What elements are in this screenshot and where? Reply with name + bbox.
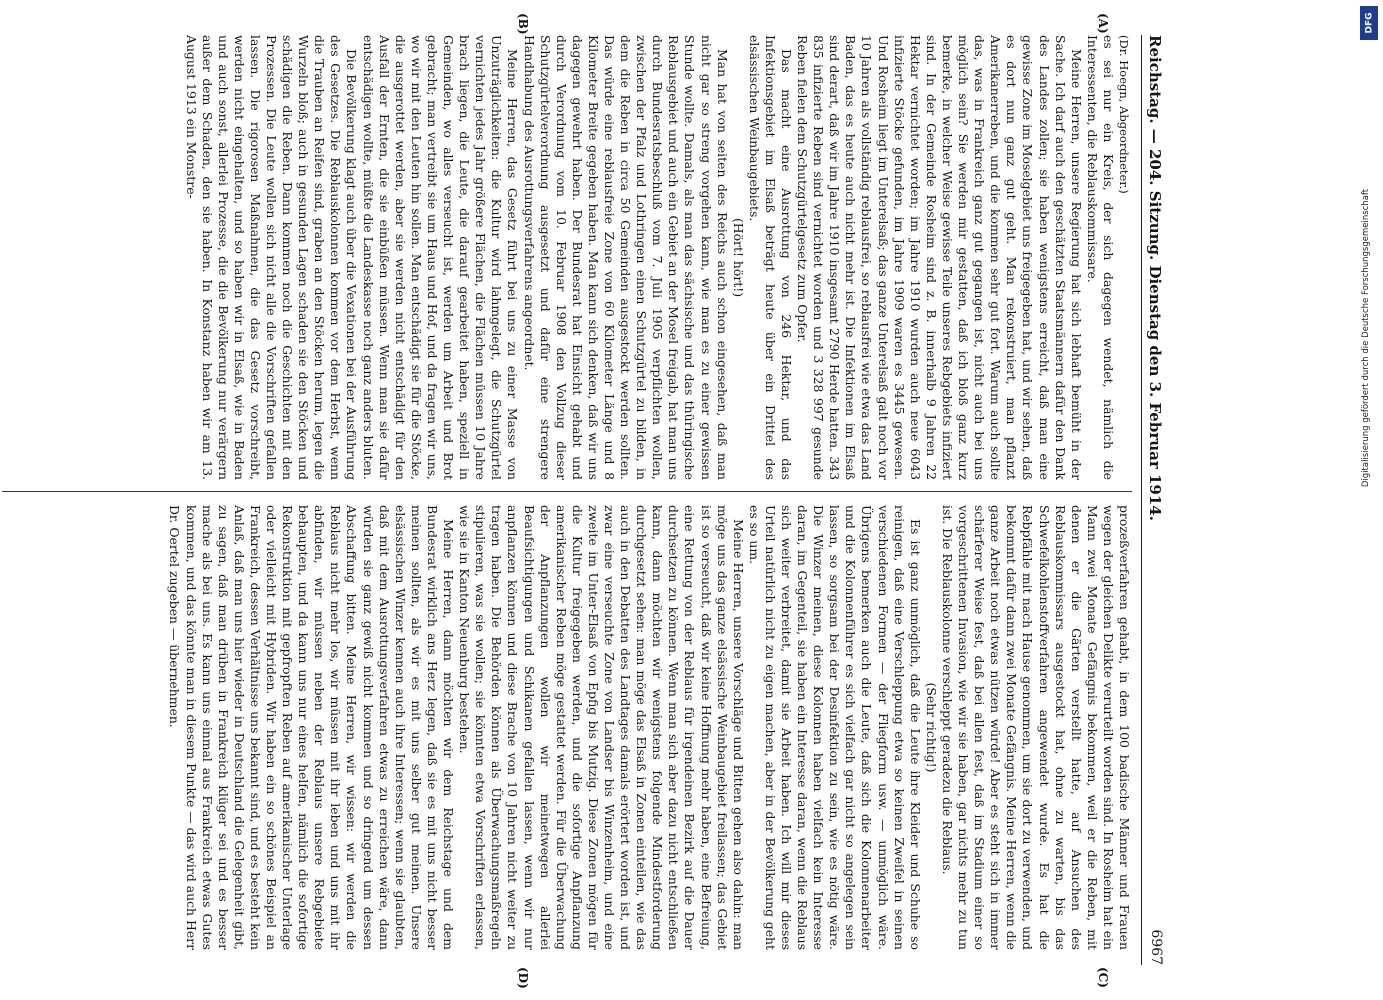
paragraph: Man hat von seiten des Reichs auch schon eingesehen, daß man nicht gar so streng vorgehen kann, wie man es zu einer gewissen Stunde wollte. Damals, als man das sächsische und das thüringische Reblausgebiet und auch ein Gebiet an der Mosel freigab, hat man uns durch Bundesratsbeschluß vom 7. Juli 1905 verpflichten wollen, zwischen der Pfalz und Lothringen einen Schutzgürtel zu bilden, in dem die Reben in circa 50 Gemeinden ausgestockt werden sollten. Das würde eine reblausfreie Zone von 60 Kilometer Länge und 8 Kilometer Breite gegeben haben. Man kann sich denken, daß wir uns dagegen gewehrt haben. Der Bundesrat hat Einsicht gehabt und durch Verordnung vom 10. Februar 1908 den Vollzug dieser Schutzgürtelverordnung ausgesetzt und dafür eine strengere Handhabung des Ausrottungsverfahrens angeordnet. bbox=[521, 35, 730, 480]
margin-marker-d: (D) bbox=[516, 967, 530, 989]
header-title: Reichstag. — 204. Sitzung. Dienstag den 3. Februar 1914. bbox=[1146, 35, 1164, 521]
dfg-credit-text: Digitalisierung gefördert durch die Deutsche Forschungsgemeinschaft bbox=[1361, 188, 1371, 488]
right-column bbox=[0, 505, 1132, 950]
speaker-line: (Dr. Hoegn, Abgeordneter.) bbox=[1117, 35, 1131, 194]
column-divider bbox=[2, 491, 1132, 492]
paragraph: Meine Herren, unsere Vorschläge und Bitten gehen also dahin: man möge uns das ganze elsässische Weinbaugebiet freilassen; das Gebiet ist so verseucht, daß wir keine Hoffnung mehr haben, eine Befreiung, eine Rettung von der Reblaus für irgendeinen Bezirk auf die Dauer durchsetzen zu können. Wenn man sich aber dazu nicht entschließen kann, dann möchten wir wenigstens folgende Mindestforderung durchgesetzt sehen: man möge das Elsaß in Zonen einteilen, wie das auch in den Debatten des Landtages damals erörtert worden ist, und zwar eine verseuchte Zone von Landser bis Winzenheim, und eine zweite im Unter-Elsaß von Epfig bis Mutzig. Diese Zonen mögen für die Kultur freigegeben werden, und die sofortige Anpflanzung amerikanischer Reben möge gestattet werden. Für die Überwachung der Anpflanzungen wollen wir meinetwegen allerlei Beaufsichtigungen und Schikanen gefallen lassen, wenn wir nur anpflanzen können und diese Brache von 10 Jahren nicht weiter zu tragen haben. Die Behörden können als Überwachungsmaßregeln stipulieren, was sie wollen; sie könnten etwa Vorschriften erlassen, wie sie in Kanton Neuenburg bestehen. bbox=[457, 505, 746, 950]
left-column bbox=[0, 35, 1132, 480]
paragraph: Die Bevölkerung klagt auch über die Vexationen bei der Ausführung des Gesetzes. Die Reblauskolonnen kommen vor dem Herbst, wenn die Trauben an Reifen sind, graben an den Stöcken herum, legen die Wurzeln bloß; auch in gesunden Lagen schaden sie den Stöcken und schädigen die Reben. Dann kommen noch die Geschichten mit den Prozessen. Die Leute wollen sich nicht alle die Vorschriften gefallen lassen. Die rigorosen Maßnahmen, die das Gesetz vorschreibt, werden nicht eingehalten, und so haben wir in Elsaß, wie in Baden und auch sonst, allerlei Prozesse, die die Bevölkerung nur verärgern außer dem Schaden, den sie haben. In Konstanz haben wir am 13. August 1913 ein Monstre- bbox=[183, 35, 360, 480]
paragraph: prozeßverfahren gehabt, in dem 100 badische Männer und Frauen wegen der gleichen Delikte verurteilt worden sind. In Rosheim hat ein Mann zwei Monate Gefängnis bekommen, weil er die Reben, mit denen er die Gärten verstellt hatte, auf Ansuchen des Reblauskommissars ausgestockt hat, ohne zu warten, bis das Schwefelkohlenstoffverfahren angewendet wurde. Es hat die Rebpfähle mit nach Hause genommen, um sie dort zu verwenden, und bekommt dafür dann zwei Monate Gefängnis. Meine Herren, wenn die ganze Arbeit noch etwas nützen würde! Aber es steht sich in immer schärferer Weise fest, daß bei allen fest, daß im Stadium einer so vorgeschrittenen Invasion, wie wir sie haben, gar nichts mehr zu tun ist. Die Reblauskolonne verschleppt geradezu die Reblaus. bbox=[939, 505, 1132, 950]
header-rule bbox=[1141, 35, 1142, 965]
paragraph: Es ist ganz unmöglich, daß die Leute ihre Kleider und Schuhe so reinigen, daß eine Verschleppung etwa so keinen Zweifel in seinen verschiedenen Formen — der Fliegform usw. — unmöglich wäre. Übrigens bemerken auch die Leute, daß sich die Kolonnenarbeiter und die Kolonnenführer es sich vielfach gar nicht so angelegen sein lassen, so sorgsam bei der Desinfektion zu sein, wie es nötig wäre. Die Winzer meinen, diese Kolonnen haben vielfach kein Interesse daran, im Gegenteil, sie haben ein Interesse daran, wenn die Reblaus sich weiter verbreitet, damit sie Arbeit haben. Ich will mir dieses Urteil natürlich nicht zu eigen machen, aber in der Bevölkerung geht es so um. bbox=[746, 505, 923, 950]
header-page-number: 6967 bbox=[1148, 929, 1164, 965]
page-header bbox=[1140, 35, 1170, 965]
paragraph: es sei nur ein Kreis, der sich dagegen wendet, nämlich die Interessenten, die Reblauskommissare. bbox=[1084, 35, 1116, 480]
paragraph: Meine Herren, unsere Regierung hat sich lebhaft bemüht in der Sache. Ich darf auch den geschätzten Staatsmännern dafür den Dank des Landes zollen; sie haben wenigstens erreicht, daß man eine gewisse Zone im Moselgebiet uns freigegeben hat, und wir sehen, daß es dort nun ganz gut geht. Man rekonstruiert, man pflanzt Amerikanerreben, und die kommen sehr gut fort. Warum auch sollte das, was in Frankreich ganz gut gegangen ist, nicht auch bei uns möglich sein? Sie werden mir gestatten, daß ich bloß ganz kurz bemerke, in welcher Weise gewisse Teile unseres Rebgebiets infiziert sind. In der Gemeinde Rosheim sind z. B. innerhalb 9 Jahren 22 Hektar vernichtet worden; im Jahre 1910 wurden auch neue 6043 infizierte Stöcke gefunden, im Jahre 1909 waren es 3445 gewesen. Und Rosheim liegt im Unterelsaß; das ganze Unterelsaß galt noch vor 10 Jahren als vollständig reblausfrei, so reblausfrei wie etwa das Land Baden, das es heute auch nicht mehr ist. Die Infektionen im Elsaß sind derart, daß wir im Jahre 1910 insgesamt 2790 Herde hatten. 343 835 infizierte Reben sind vernichtet worden und 3 328 997 gesunde Reben fielen dem Schutzgürtelgesetz zum Opfer. bbox=[795, 35, 1084, 480]
dfg-logo-text: DFG bbox=[1364, 12, 1375, 34]
interjection: (Hört! hört!) bbox=[730, 217, 746, 298]
paragraph: Meine Herren, das Gesetz führt bei uns zu einer Masse von Unzuträglichkeiten: die Kultur wird lahmgelegt, die Schutzgürtel vernichten jedes Jahr größere Flächen, die Flächen müssen 10 Jahre brach liegen, die Leute, die darauf gearbeitet haben, speziell in Gemeinden, wo alles verseucht ist, werden um Arbeit und Brot gebracht; man vertreibt sie um Haus und Hof, und da fragen wir uns, wo wir mit den Leuten hin sollen. Man entschädigt sie für die Stöcke, die ausgerottet werden, aber sie werden nicht entschädigt für den Ausfall der Ernten, die sie einbüßen müssen. Wenn man sie dafür entschädigen wollte, müßte die Landeskasse noch ganz anders bluten. bbox=[360, 35, 521, 480]
interjection: (Sehr richtig!) bbox=[923, 682, 939, 773]
margin-marker-b: (B) bbox=[516, 13, 530, 35]
paragraph: Das macht eine Ausrottung von 246 Hektar, und das Infektionsgebiet im Elsaß beträgt heute über ein Drittel des elsässischen Weinbaugebiets. bbox=[746, 35, 795, 480]
rotated-page-content bbox=[0, 13, 1170, 989]
paragraph: Meine Herren, dann möchten wir dem Reichstage und dem Bundesrat wirklich ans Herz legen, daß sie es mit uns nicht besser meinen sollten, als wir es mit uns selber gut meinen. Unsere elsässischen Winzer kennen auch ihre Interessen; wenn sie glaubten, daß mit dem Ausrottungsverfahren etwas zu erreichen wäre, dann würden sie ganz gewiß nicht kommen und so dringend um dessen Abschaffung bitten. Meine Herren, wir wissen: wir werden die Reblaus nicht mehr los, wir müssen mit ihr leben und uns mit ihr abfinden, wir müssen neben der Reblaus unsere Rebgebiete behaupten, und da kann uns nur eines helfen, nämlich die sofortige Rekonstruktion mit gepfropften Reben auf amerikanischer Unterlage oder vielleicht mit Hybriden. Wir haben ein so schönes Beispiel an Frankreich, dessen Verhältnisse uns bekannt sind, und es besteht kein Anlaß, daß man uns hier wieder in Deutschland die Gelegenheit gibt, zu sagen, daß man drüben in Frankreich klüger sei und es besser mache als bei uns. Es kann uns einmal aus Frankreich etwas Gutes kommen, und das könnte man in diesem Punkte — das wird auch Herr Dr. Oertel zugeben — übernehmen. bbox=[167, 505, 457, 950]
dfg-logo bbox=[1360, 6, 1378, 40]
margin-marker-c: (C) bbox=[1096, 967, 1110, 988]
margin-marker-a: (A) bbox=[1096, 13, 1110, 34]
dfg-sidebar bbox=[1359, 0, 1379, 1000]
